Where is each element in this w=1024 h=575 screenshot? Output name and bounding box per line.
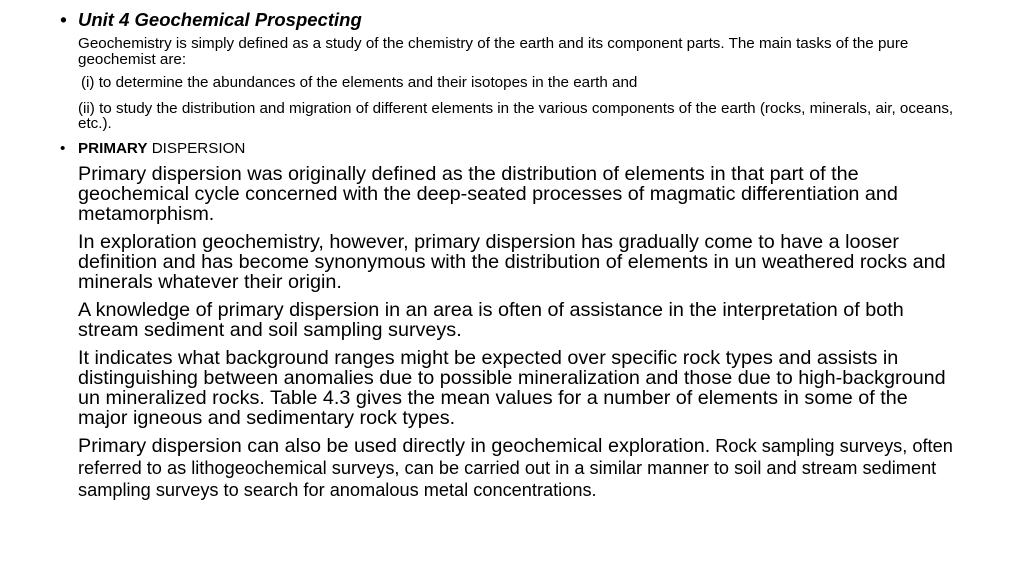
- task-1-text: (i) to determine the abundances of the elements and their isotopes in the earth and: [81, 74, 638, 91]
- task-2-text: (ii) to study the distribution and migration of different elements in the various components of the earth (rocks, minerals, air, oceans, etc.).: [78, 99, 954, 132]
- bullet-icon: •: [60, 139, 66, 157]
- paragraph-1: Primary dispersion was originally defined as the distribution of elements in that part of the geochemical cycle concerned with the deep-seated processes of magmatic differentiation and metamorphism.: [78, 162, 898, 225]
- subheading-rest: DISPERSION: [147, 139, 246, 157]
- intro-text: Geochemistry is simply defined as a study of the chemistry of the earth and its component parts. The main tasks of the pure geochemist are:: [78, 35, 909, 68]
- paragraph-5-lead: Primary dispersion can also be used directly in geochemical exploration.: [78, 434, 711, 457]
- bullet-icon: •: [60, 9, 67, 30]
- paragraph-5: [78, 436, 958, 502]
- slide-content: [60, 8, 958, 502]
- paragraph-4: It indicates what background ranges might be expected over specific rock types and assists in distinguishing between anomalies due to possible mineralization and those due to high-background un mineralized rocks. Table 4.3 gives the mean values for a number of elements in some of the major igneous and sedimentary rock types.: [78, 346, 946, 429]
- paragraph-3: A knowledge of primary dispersion in an area is often of assistance in the interpretation of both stream sediment and soil sampling surveys.: [78, 298, 904, 341]
- slide-title: Unit 4 Geochemical Prospecting: [78, 9, 362, 30]
- paragraph-2: In exploration geochemistry, however, primary dispersion has gradually come to have a looser definition and has become synonymous with the distribution of elements in un weathered rocks and minerals whatever their origin.: [78, 230, 946, 293]
- title-row: [60, 8, 958, 32]
- subheading-row: [60, 139, 958, 158]
- paragraph-5-rest: Rock sampling surveys, often referred to as lithogeochemical surveys, can be carried out in a similar manner to soil and stream sediment sampling surveys to search for anomalous metal concentrations.: [78, 435, 953, 500]
- subheading-bold: PRIMARY: [78, 139, 148, 157]
